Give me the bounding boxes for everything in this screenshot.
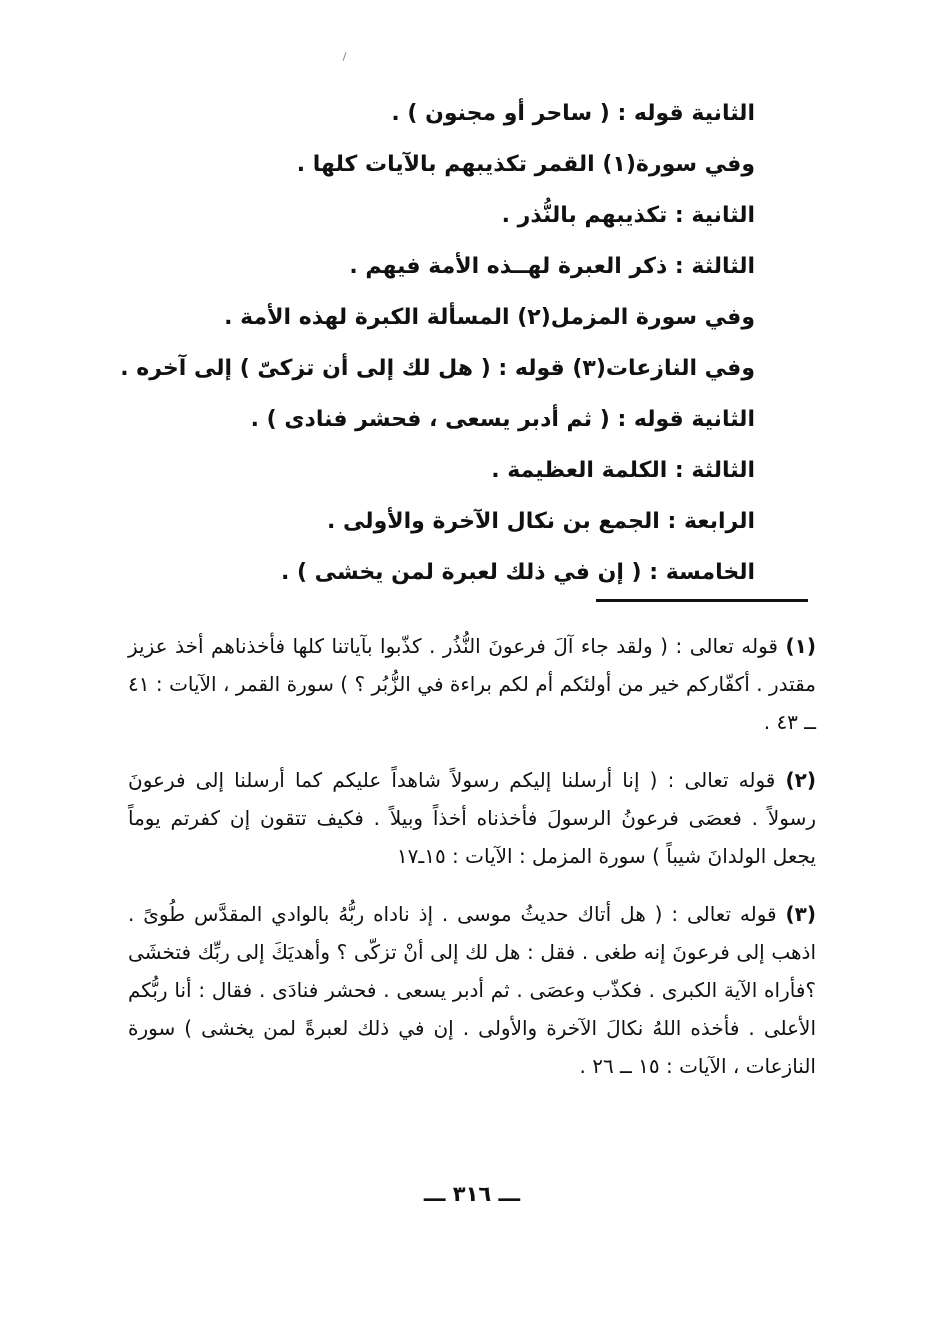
- main-line: وفي سورة(١) القمر تكذيبهم بالآيات كلها .: [296, 152, 755, 177]
- footnotes-block: [128, 627, 816, 1098]
- main-line: الرابعة : الجمع بن نكال الآخرة والأولى .: [327, 509, 755, 534]
- footnote-number: (١): [785, 634, 817, 658]
- main-line: الثالثة : الكلمة العظيمة .: [491, 458, 755, 483]
- footnote-1: [128, 627, 816, 741]
- main-line: وفي النازعات(٣) قوله : ( هل لك إلى أن تزكىّ ) إلى آخره .: [120, 356, 755, 381]
- page-number: ـــ ٣١٦ ـــ: [423, 1182, 521, 1206]
- main-line: وفي سورة المزمل(٢) المسألة الكبرة لهذه الأمة .: [224, 305, 755, 330]
- footnote-3: [128, 895, 816, 1085]
- footnote-text: قوله تعالى : ( هل أتاك حديثُ موسى . إذ ناداه ربُّهُ بالوادي المقدَّس طُوىً . اذهب إلى فرعونَ إنه طغى . فقل : هل لك إلى أنْ تزكّى ؟ وأهديَكَ إلى ربِّك فتخشَى ؟فأراه الآية الكبرى . فكذّب وعصَى . ثم أدبر يسعى . فحشر فنادَى . فقال : أنا ربُّكم الأعلى . فأخذه اللهُ نكالَ الآخرة والأولى . إن في ذلك لعبرةً لمن يخشى ) سورة النازعات ، الآيات : ١٥ ــ ٢٦ .: [128, 902, 816, 1078]
- main-line: الخامسة : ( إن في ذلك لعبرة لمن يخشى ) .: [280, 560, 755, 585]
- footnote-text: قوله تعالى : ( إنا أرسلنا إليكم رسولاً شاهداً عليكم كما أرسلنا إلى فرعونَ رسولاً . فعصَى فرعونُ الرسولَ فأخذناه أخذاً وبيلاً . فكيف تتقون إن كفرتم يوماً يجعل الولدانَ شيباً ) سورة المزمل : الآيات : ١٥ـ١٧: [128, 768, 816, 868]
- footnote-number: (٣): [785, 902, 816, 926]
- footnote-2: [128, 761, 816, 875]
- footnote-number: (٢): [785, 768, 816, 792]
- scan-speck: [343, 52, 347, 61]
- main-line: الثالثة : ذكر العبرة لهــذه الأمة فيهم .: [349, 254, 755, 279]
- main-text-block: [120, 88, 755, 598]
- footnote-separator: [596, 599, 808, 602]
- main-line: الثانية قوله : ( ساحر أو مجنون ) .: [391, 101, 755, 126]
- main-line: الثانية : تكذيبهم بالنُّذر .: [501, 203, 755, 228]
- footnote-text: قوله تعالى : ( ولقد جاء آلَ فرعونَ النُّذُر . كذّبوا بآياتنا كلها فأخذناهم أخذ عزيز مقتدر . أكفّاركم خير من أولئكم أم لكم براءة في الزُّبُر ؟ ) سورة القمر ، الآيات : ٤١ ــ ٤٣ .: [128, 634, 816, 734]
- main-line: الثانية قوله : ( ثم أدبر يسعى ، فحشر فنادى ) .: [250, 407, 755, 432]
